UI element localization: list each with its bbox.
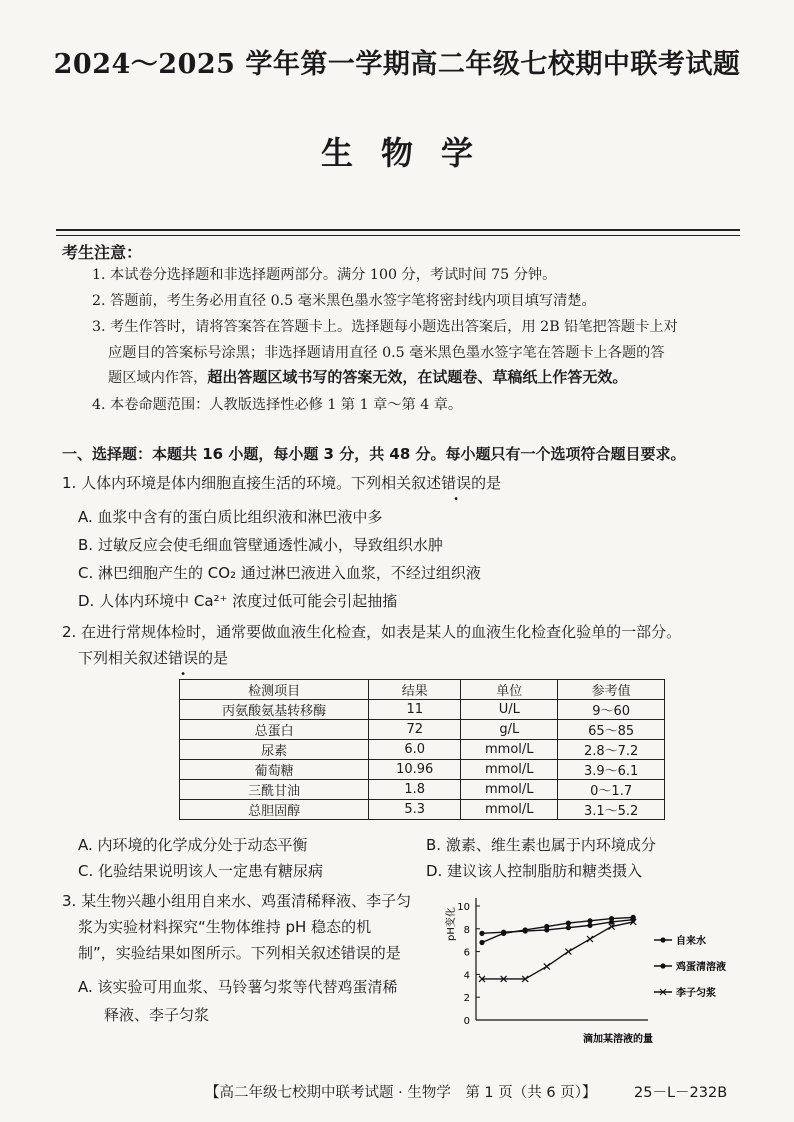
table-cell: mmol/L [461,740,558,760]
table-header-row [180,680,665,700]
data-point [544,927,549,932]
y-tick-label: 0 [463,1016,470,1027]
question-3-stem: 浆为实验材料探究“生物体维持 pH 稳态的机 [78,918,372,936]
data-point [479,940,484,945]
data-point [609,919,614,924]
question-1-stem: 1. 人体内环境是体内细胞直接生活的环境。下列相关叙述错误的是 [62,474,502,492]
table-row [180,740,665,760]
notice-heading: 考生注意： [62,243,143,262]
question-2-option-a: A. 内环境的化学成分处于动态平衡 [78,836,308,854]
y-axis-label: pH变化 [446,907,457,941]
notice-item: 1. 本试卷分选择题和非选择题两部分。满分 100 分，考试时间 75 分钟。 [92,267,557,283]
exam-title: 2024～2025 学年第一学期高二年级七校期中联考试题 [53,49,741,80]
question-2-option-b: B. 激素、维生素也属于内环境成分 [426,836,656,854]
header-divider-thin [56,235,740,236]
data-point [565,949,571,955]
table-cell: 9～60 [558,700,665,720]
section-heading: 一、选择题：本题共 16 小题，每小题 3 分，共 48 分。每小题只有一个选项符合题目要求。 [62,445,686,463]
notice-item: 3. 考生作答时，请将答案答在答题卡上。选择题每小题选出答案后，用 2B 铅笔把答题卡上对 [92,319,678,335]
footer-label: 【高二年级七校期中联考试题 · 生物学 第 1 页（共 6 页）】 [205,1085,597,1101]
table-header: 参考值 [558,680,665,700]
table-row [180,700,665,720]
y-tick-label: 2 [463,993,470,1005]
table-cell: 丙氨酸氨基转移酶 [180,700,369,720]
notice-emphasis: 超出答题区域书写的答案无效，在试题卷、草稿纸上作答无效。 [207,368,628,386]
table-cell: 5.3 [369,800,461,820]
question-2-option-c: C. 化验结果说明该人一定患有糖尿病 [78,862,324,880]
footer-code: 25－L－232B [634,1085,728,1101]
table-cell: U/L [461,700,558,720]
emphasis-word: 错误 [168,649,199,667]
table-header: 结果 [369,680,461,700]
question-3-option-a: A. 该实验可用血浆、马铃薯匀浆等代替鸡蛋清稀 [78,978,398,996]
table-cell: 葡萄糖 [180,760,369,780]
question-1-option-c: C. 淋巴细胞产生的 CO₂ 通过淋巴液进入血浆，不经过组织液 [78,564,481,582]
question-3-stem: 制”，实验结果如图所示。下列相关叙述错误的是 [78,944,401,962]
question-2-stem-line2: 下列相关叙述错误的是 [78,649,229,667]
ph-chart [440,888,740,1046]
table-row [180,780,665,800]
question-3-stem: 3. 某生物兴趣小组用自来水、鸡蛋清稀释液、李子匀 [62,892,412,910]
legend-label: 李子匀浆 [676,988,716,999]
table-cell: 总蛋白 [180,720,369,740]
table-row [180,720,665,740]
header-divider-thick [56,229,740,231]
data-point [587,918,592,923]
question-1-option-a: A. 血浆中含有的蛋白质比组织液和淋巴液中多 [78,508,383,526]
subject-title: 生物学 [320,134,501,172]
question-2-stem: 2. 在进行常规体检时，通常要做血液生化检查，如表是某人的血液生化检查化验单的一部分。 [62,623,682,641]
table-cell: 三酰甘油 [180,780,369,800]
data-point [479,931,484,936]
table-cell: 11 [369,700,461,720]
table-header: 检测项目 [180,680,369,700]
data-point [566,921,571,926]
table-cell: 1.8 [369,780,461,800]
question-1-option-b: B. 过敏反应会使毛细血管壁通透性减小，导致组织水肿 [78,536,443,554]
question-2-option-d: D. 建议该人控制脂肪和糖类摄入 [426,862,643,880]
table-cell: 尿素 [180,740,369,760]
notice-item: 4. 本卷命题范围：人教版选择性必修 1 第 1 章～第 4 章。 [92,397,463,413]
notice-item: 2. 答题前，考生务必用直径 0.5 毫米黑色墨水签字笔将密封线内项目填写清楚。 [92,293,596,309]
question-1-option-d: D. 人体内环境中 Ca²⁺ 浓度过低可能会引起抽搐 [78,592,398,610]
table-cell: mmol/L [461,760,558,780]
table-cell: 72 [369,720,461,740]
table-cell: g/L [461,720,558,740]
table-cell: 6.0 [369,740,461,760]
y-tick-label: 6 [463,947,470,959]
question-3-option-a-cont: 释液、李子匀浆 [104,1006,210,1024]
table-cell: 10.96 [369,760,461,780]
table-cell: 0～1.7 [558,780,665,800]
table-row [180,760,665,780]
table-cell: mmol/L [461,780,558,800]
table-header: 单位 [461,680,558,700]
legend-label: 鸡蛋清溶液 [676,962,726,973]
legend-marker [660,937,665,942]
legend-label: 自来水 [676,936,706,947]
table-cell: mmol/L [461,800,558,820]
x-axis-label: 滴加某溶液的量 [583,1034,653,1045]
y-tick-label: 4 [463,970,470,982]
table-cell: 2.8～7.2 [558,740,665,760]
data-point [566,925,571,930]
emphasis-word: 错误 [441,474,472,492]
y-tick-label: 8 [463,924,470,936]
table-row [180,800,665,820]
table-cell: 总胆固醇 [180,800,369,820]
data-point [544,963,550,969]
y-tick-label: 10 [457,902,470,913]
table-cell: 65～85 [558,720,665,740]
data-point [587,936,593,942]
notice-item: 题区域内作答，超出答题区域书写的答案无效，在试题卷、草稿纸上作答无效。 [108,368,628,386]
data-point [587,923,592,928]
notice-item: 应题目的答案标号涂黑；非选择题请用直径 0.5 毫米黑色墨水签字笔在答题卡上各题的答 [108,345,665,361]
blood-test-table [179,679,665,820]
data-point [523,928,528,933]
table-cell: 3.9～6.1 [558,760,665,780]
legend-marker [660,963,665,968]
table-cell: 3.1～5.2 [558,800,665,820]
data-point [501,930,506,935]
